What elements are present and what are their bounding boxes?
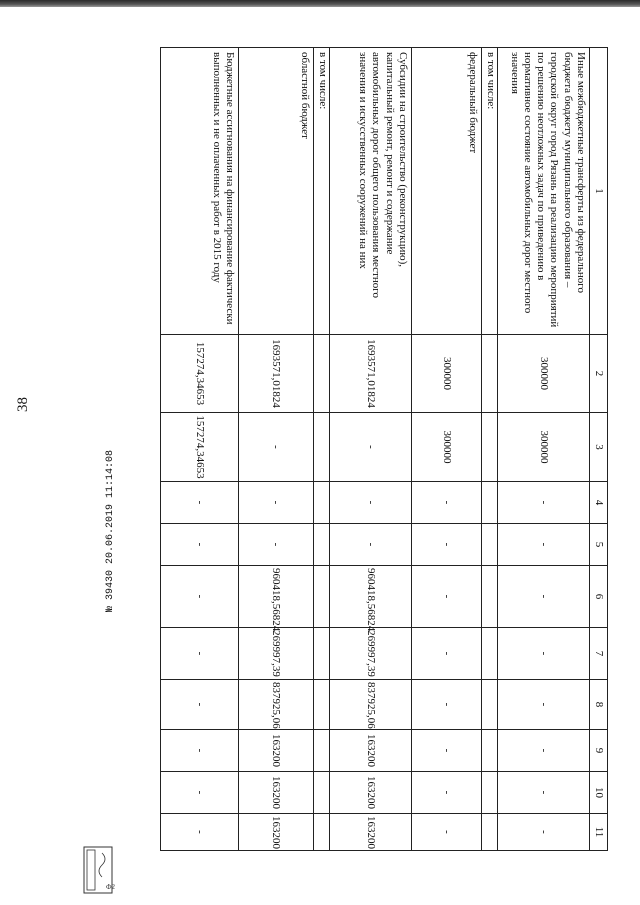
table-cell: - bbox=[329, 413, 411, 482]
row-description: областной бюджет bbox=[238, 48, 313, 335]
table-cell bbox=[481, 628, 497, 680]
table-cell: - bbox=[497, 524, 589, 566]
table-cell: 960418,56824 bbox=[238, 566, 313, 628]
table-cell: 163200 bbox=[238, 814, 313, 851]
column-header: 6 bbox=[589, 566, 607, 628]
stamp-label: Ф2 bbox=[106, 883, 116, 891]
table-cell: 269997,39 bbox=[238, 628, 313, 680]
column-header: 3 bbox=[589, 413, 607, 482]
table-cell bbox=[313, 628, 329, 680]
table-cell: - bbox=[160, 772, 238, 814]
table-cell: - bbox=[160, 680, 238, 730]
column-header: 1 bbox=[589, 48, 607, 335]
table-row bbox=[481, 48, 497, 851]
table-cell bbox=[313, 413, 329, 482]
column-header: 9 bbox=[589, 730, 607, 772]
column-header: 4 bbox=[589, 482, 607, 524]
row-description: федеральный бюджет bbox=[411, 48, 481, 335]
document-stamp-icon bbox=[78, 845, 118, 895]
table-cell bbox=[481, 814, 497, 851]
table-cell: 157274,34653 bbox=[160, 335, 238, 413]
table-cell: - bbox=[238, 524, 313, 566]
table-cell bbox=[313, 335, 329, 413]
budget-table bbox=[160, 47, 608, 851]
table-cell: - bbox=[329, 524, 411, 566]
table-cell: - bbox=[497, 680, 589, 730]
table-cell: 163200 bbox=[238, 772, 313, 814]
table-cell bbox=[481, 566, 497, 628]
table-cell: - bbox=[411, 566, 481, 628]
table-cell: 163200 bbox=[238, 730, 313, 772]
table-cell bbox=[313, 680, 329, 730]
table-cell bbox=[481, 335, 497, 413]
table-cell bbox=[481, 680, 497, 730]
table-row bbox=[160, 48, 238, 851]
row-description: Субсидии на строительство (реконструкцию), капитальный ремонт, ремонт и содержание автомобильных дорог общего пользования местного значения и искусственных сооружений на них bbox=[329, 48, 411, 335]
table-row bbox=[313, 48, 329, 851]
table-cell: - bbox=[329, 482, 411, 524]
table-row bbox=[411, 48, 481, 851]
table-cell: 163200 bbox=[329, 772, 411, 814]
column-header: 2 bbox=[589, 335, 607, 413]
table-cell: - bbox=[160, 524, 238, 566]
table-cell: - bbox=[411, 628, 481, 680]
table-cell: 1693571,01824 bbox=[329, 335, 411, 413]
table-row bbox=[497, 48, 589, 851]
table-cell bbox=[481, 413, 497, 482]
table-header-row bbox=[589, 48, 607, 851]
table-cell: - bbox=[411, 680, 481, 730]
table-cell: 960418,56824 bbox=[329, 566, 411, 628]
table-cell: 157274,34653 bbox=[160, 413, 238, 482]
table-cell: - bbox=[160, 730, 238, 772]
table-cell: - bbox=[497, 772, 589, 814]
column-header: 10 bbox=[589, 772, 607, 814]
page-number: 38 bbox=[15, 397, 31, 412]
table-cell: - bbox=[411, 772, 481, 814]
table-cell: - bbox=[497, 814, 589, 851]
table-cell: - bbox=[411, 482, 481, 524]
scan-top-edge bbox=[0, 0, 640, 7]
table-cell: - bbox=[238, 413, 313, 482]
table-cell: - bbox=[411, 524, 481, 566]
table-cell: - bbox=[497, 628, 589, 680]
table-row bbox=[329, 48, 411, 851]
column-header: 5 bbox=[589, 524, 607, 566]
column-header: 8 bbox=[589, 680, 607, 730]
table-cell bbox=[313, 566, 329, 628]
table-cell: 269997,39 bbox=[329, 628, 411, 680]
table-cell: - bbox=[160, 482, 238, 524]
column-header: 11 bbox=[589, 814, 607, 851]
table-cell: - bbox=[497, 566, 589, 628]
row-description: в том числе: bbox=[481, 48, 497, 335]
table-cell bbox=[313, 524, 329, 566]
table-cell: 300000 bbox=[497, 413, 589, 482]
table-cell bbox=[481, 524, 497, 566]
table-cell: - bbox=[497, 482, 589, 524]
table-cell: 300000 bbox=[497, 335, 589, 413]
table-row bbox=[238, 48, 313, 851]
table-cell: - bbox=[160, 628, 238, 680]
table-cell: 300000 bbox=[411, 335, 481, 413]
table-cell bbox=[481, 482, 497, 524]
table-cell bbox=[481, 772, 497, 814]
rotated-table-wrapper bbox=[72, 47, 608, 850]
table-cell: - bbox=[411, 730, 481, 772]
registration-number: № 39430 20.06.2019 11:14:08 bbox=[105, 449, 116, 612]
table-cell: 837925,06 bbox=[329, 680, 411, 730]
row-description: Иные межбюджетные трансферты из федерального бюджета бюджету муниципального образования – городской округ город Рязань на реализацию мероприятий по решению неотложных задач по приведению в нормативное состояние автомобильных дорог местного значения bbox=[497, 48, 589, 335]
table-cell: - bbox=[238, 482, 313, 524]
table-cell: 163200 bbox=[329, 730, 411, 772]
table-cell bbox=[313, 482, 329, 524]
column-header: 7 bbox=[589, 628, 607, 680]
table-cell: 163200 bbox=[329, 814, 411, 851]
table-cell: - bbox=[160, 814, 238, 851]
table-cell bbox=[313, 730, 329, 772]
table-cell: - bbox=[160, 566, 238, 628]
table-cell: 300000 bbox=[411, 413, 481, 482]
table-cell: - bbox=[411, 814, 481, 851]
table-cell bbox=[313, 772, 329, 814]
row-description: в том числе: bbox=[313, 48, 329, 335]
table-cell: - bbox=[497, 730, 589, 772]
table-cell: 1693571,01824 bbox=[238, 335, 313, 413]
table-cell bbox=[481, 730, 497, 772]
table-cell bbox=[313, 814, 329, 851]
table-cell: 837925,06 bbox=[238, 680, 313, 730]
row-description: Бюджетные ассигнования на финансирование фактически выполненных и не оплаченных работ в 2015 году bbox=[160, 48, 238, 335]
